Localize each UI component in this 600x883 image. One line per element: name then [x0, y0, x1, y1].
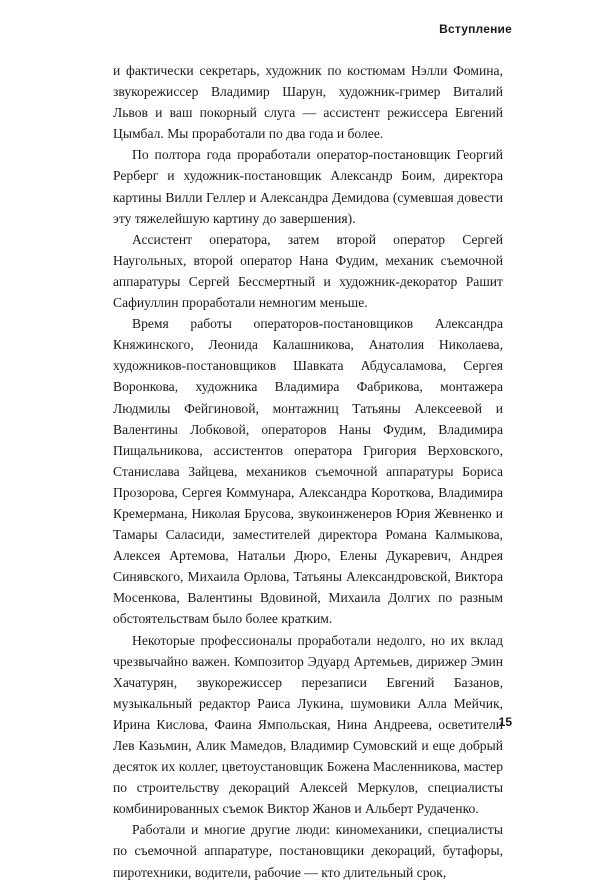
paragraph-shorter-tenure: Время работы операторов-постановщиков Александра Княжинского, Леонида Калашникова, Анатолия Николаева, художников-постановщиков Шавката Абдусаламова, Сергея Воронкова, художника Владимира Фабрикова, монтажера Людмилы Фейгиновой, монтажниц Татьяны Алексеевой и Валентины Лобковой, операторов Наны Фудим, Владимира Пищальникова, ассистентов оператора Григория Верховского, Станислава Зайцева, механиков съемочной аппаратуры Бориса Прозорова, Сергея Коммунара, Александра Короткова, Владимира Кремермана, Николая Брусова, звукоинженеров Юрия Жевненко и Тамары Саласиди, заместителей директора Романа Калмыкова, Алексея Артемова, Натальи Дюро, Елены Дукаревич, Андрея Синявского, Михаила Орлова, Татьяны Александровской, Виктора Мосенкова, Валентины Вдовиной, Михаила Долгих по разным обстоятельствам было более кратким.	[113, 316, 503, 627]
paragraph-camera-assistants: Ассистент оператора, затем второй оператор Сергей Наугольных, второй оператор Нана Фудим, механик съемочной аппаратуры Сергей Бессмертный и художник-декоратор Рашит Сафиуллин проработали немногим меньше.	[113, 231, 503, 311]
running-head: Вступление	[439, 22, 512, 36]
paragraph-short-but-important: Некоторые профессионалы проработали недолго, но их вклад чрезвычайно важен. Композитор Эдуард Артемьев, дирижер Эмин Хачатурян, звукорежиссер перезаписи Евгений Базанов, музыкальный редактор Раиса Лукина, шумовики Алла Мейчик, Ирина Кислова, Фаина Ямпольская, Нина Андреева, осветители Лев Казьмин, Алик Мамедов, Владимир Сумовский и еще добрый десяток их коллег, цветоустановщик Божена Масленникова, мастер по строительству декораций Алексей Меркулов, специалисты комбинированных съемок Виктор Жанов и Альберт Рудаченко.	[113, 632, 503, 817]
main-text	[113, 60, 503, 883]
paragraph-crew-two-years: и фактически секретарь, художник по костюмам Нэлли Фомина, звукорежиссер Владимир Шарун, художник-гример Виталий Львов и ваш покорный слуга — ассистент режиссера Евгений Цымбал. Мы проработали по два года и более.	[113, 63, 503, 142]
paragraph-crew-year-and-half: По полтора года проработали оператор-постановщик Георгий Рерберг и художник-постановщик Александр Боим, директора картины Вилли Геллер и Александра Демидова (сумевшая довести эту тяжелейшую картину до завершения).	[113, 147, 503, 226]
paragraph-other-workers: Работали и многие другие люди: киномеханики, специалисты по съемочной аппаратуре, постановщики декораций, бутафоры, пиротехники, водители, рабочие — кто длительный срок,	[113, 822, 503, 880]
page-number: 15	[498, 715, 512, 729]
